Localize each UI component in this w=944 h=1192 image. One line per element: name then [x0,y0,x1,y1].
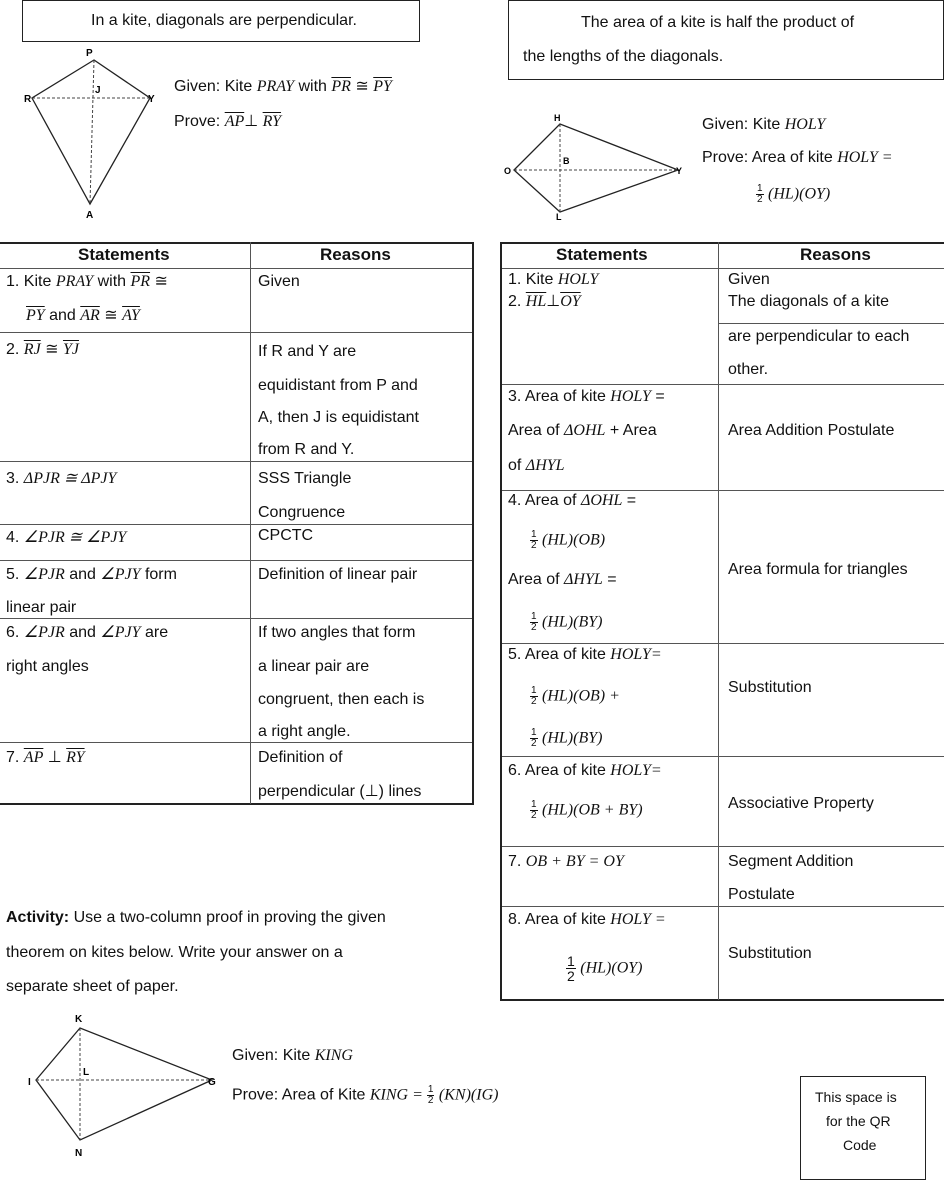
statement-4-line1: 4. Area of ΔOHL = [508,492,637,509]
kite3-given: Given: Kite KING [232,1047,353,1064]
reason-4: CPCTC [258,527,314,544]
reasons-header: Reasons [320,245,391,264]
reason-7-line1: Segment Addition [728,853,854,870]
activity-line2: theorem on kites below. Write your answer on a [6,944,343,961]
statement-3-line2: Area of ΔOHL + Area [508,422,657,439]
reason-6-line3: congruent, then each is [258,691,425,708]
reason-2-line3: A, then J is equidistant [258,409,419,426]
statement-5-line2: linear pair [6,599,77,616]
statement-1: 1. Kite PRAY with $\overline{PR}$ ≅ [6,273,168,290]
statement-5-formula1: $\frac{1}{2}$ (HL)(OB) + [531,685,620,707]
statement-6-line1: 6. Area of kite HOLY= [508,762,662,779]
vertex-label-h: H [554,113,561,123]
kite-pray-diagram [20,44,170,226]
statement-1-line2: $\overline{PY}$ and $\overline{AR}$ ≅ $\overline{AY}$ [26,307,140,324]
kite-king-diagram [22,1008,222,1166]
kite2-prove: Prove: Area of kite HOLY = [702,149,893,166]
statement-5-line1: 5. Area of kite HOLY= [508,646,662,663]
vertex-label-l: L [556,212,562,222]
reason-2-line3: other. [728,361,769,378]
statement-7: 7. OB + BY = OY [508,853,624,870]
statement-4-line2: Area of ΔHYL = [508,571,617,588]
reason-3: Area Addition Postulate [728,422,895,439]
vertex-label-k: K [75,1014,83,1025]
reason-6: Associative Property [728,795,874,812]
statement-1: 1. Kite HOLY [508,271,599,288]
statement-5: 5. ∠PJR and ∠PJY form [6,566,177,583]
reason-7-line2: Postulate [728,886,795,903]
vertex-label-i: I [28,1077,31,1088]
vertex-label-p: P [86,48,93,59]
vertex-label-n: N [75,1148,83,1159]
reason-2-line2: are perpendicular to each [728,328,910,345]
qr-text-line3: Code [843,1137,877,1153]
reason-6-line2: a linear pair are [258,658,370,675]
activity-line1: Activity: Use a two-column proof in proving the given [6,909,386,926]
statement-6-line2: right angles [6,658,89,675]
theorem-box-perpendicular [22,0,420,42]
vertex-label-r: R [24,94,32,105]
reason-2-line1: The diagonals of a kite [728,293,889,310]
qr-text-line2: for the QR [826,1113,891,1129]
kite2-given: Given: Kite HOLY [702,116,826,133]
theorem-text-line2: the lengths of the diagonals. [523,48,724,65]
theorem-text: In a kite, diagonals are perpendicular. [91,12,357,29]
reason-2-line1: If R and Y are [258,343,357,360]
vertex-label-l: L [83,1067,90,1078]
reason-5: Substitution [728,679,812,696]
vertex-label-g: G [208,1077,216,1088]
statement-6: 6. ∠PJR and ∠PJY are [6,624,169,641]
qr-text-line1: This space is [815,1089,897,1105]
vertex-label-j: J [95,85,101,96]
statements-header: Statements [78,245,170,264]
reason-4: Area formula for triangles [728,561,908,578]
kite-holy-diagram [500,112,690,222]
vertex-label-o: O [504,166,512,176]
statement-4-formula1: $\frac{1}{2}$ (HL)(OB) [531,529,606,551]
kite2-prove-formula: $\frac{1}{2}$ (HL)(OY) [757,183,831,205]
statement-2: 2. $\overline{RJ}$ ≅ $\overline{YJ}$ [6,341,79,358]
reason-3-line2: Congruence [258,504,346,521]
kite1-given: Given: Kite PRAY with $\overline{PR}$ ≅ $\overline{PY}$ [174,78,392,95]
statement-6-formula: $\frac{1}{2}$ (HL)(OB + BY) [531,799,643,821]
statement-4: 4. ∠PJR ≅ ∠PJY [6,529,127,546]
reason-3-line1: SSS Triangle [258,470,352,487]
statements-header-2: Statements [556,245,648,264]
statement-8-formula: $\frac{1}{2}$ (HL)(OY) [567,953,643,984]
reason-7-line1: Definition of [258,749,343,766]
vertex-label-y: Y [148,94,155,105]
statement-5-formula2: $\frac{1}{2}$ (HL)(BY) [531,727,603,749]
kite1-prove: Prove: $\overline{AP}\perp$ $\overline{RY}$ [174,113,282,130]
reasons-header-2: Reasons [800,245,871,264]
vertex-label-a: A [86,210,94,221]
statement-2: 2. $\overline{HL}\perp\overline{OY}$ [508,293,581,310]
statement-3-line1: 3. Area of kite HOLY = [508,388,665,405]
reason-7-line2: perpendicular (⊥) lines [258,783,422,800]
kite3-prove: Prove: Area of Kite KING = $\frac{1}{2}$ (KN)(IG) [232,1084,499,1106]
statement-4-formula2: $\frac{1}{2}$ (HL)(BY) [531,611,603,633]
statement-8-line1: 8. Area of kite HOLY = [508,911,666,928]
qr-code-placeholder [800,1076,926,1180]
theorem-text-line1: The area of a kite is half the product of [581,14,855,31]
reason-8: Substitution [728,945,812,962]
vertex-label-b: B [563,156,570,166]
statement-7: 7. $\overline{AP}$ ⊥ $\overline{RY}$ [6,749,85,766]
reason-5: Definition of linear pair [258,566,418,583]
statement-3: 3. ΔPJR ≅ ΔPJY [6,470,117,487]
activity-line3: separate sheet of paper. [6,978,179,995]
theorem-box-area [508,0,944,80]
reason-2-line4: from R and Y. [258,441,355,458]
reason-2-line2: equidistant from P and [258,377,418,394]
vertex-label-y: Y [676,166,683,176]
reason-1: Given [728,271,770,288]
statement-3-line3: of ΔHYL [508,457,565,474]
reason-6-line1: If two angles that form [258,624,416,641]
reason-1: Given [258,273,300,290]
reason-6-line4: a right angle. [258,723,351,740]
